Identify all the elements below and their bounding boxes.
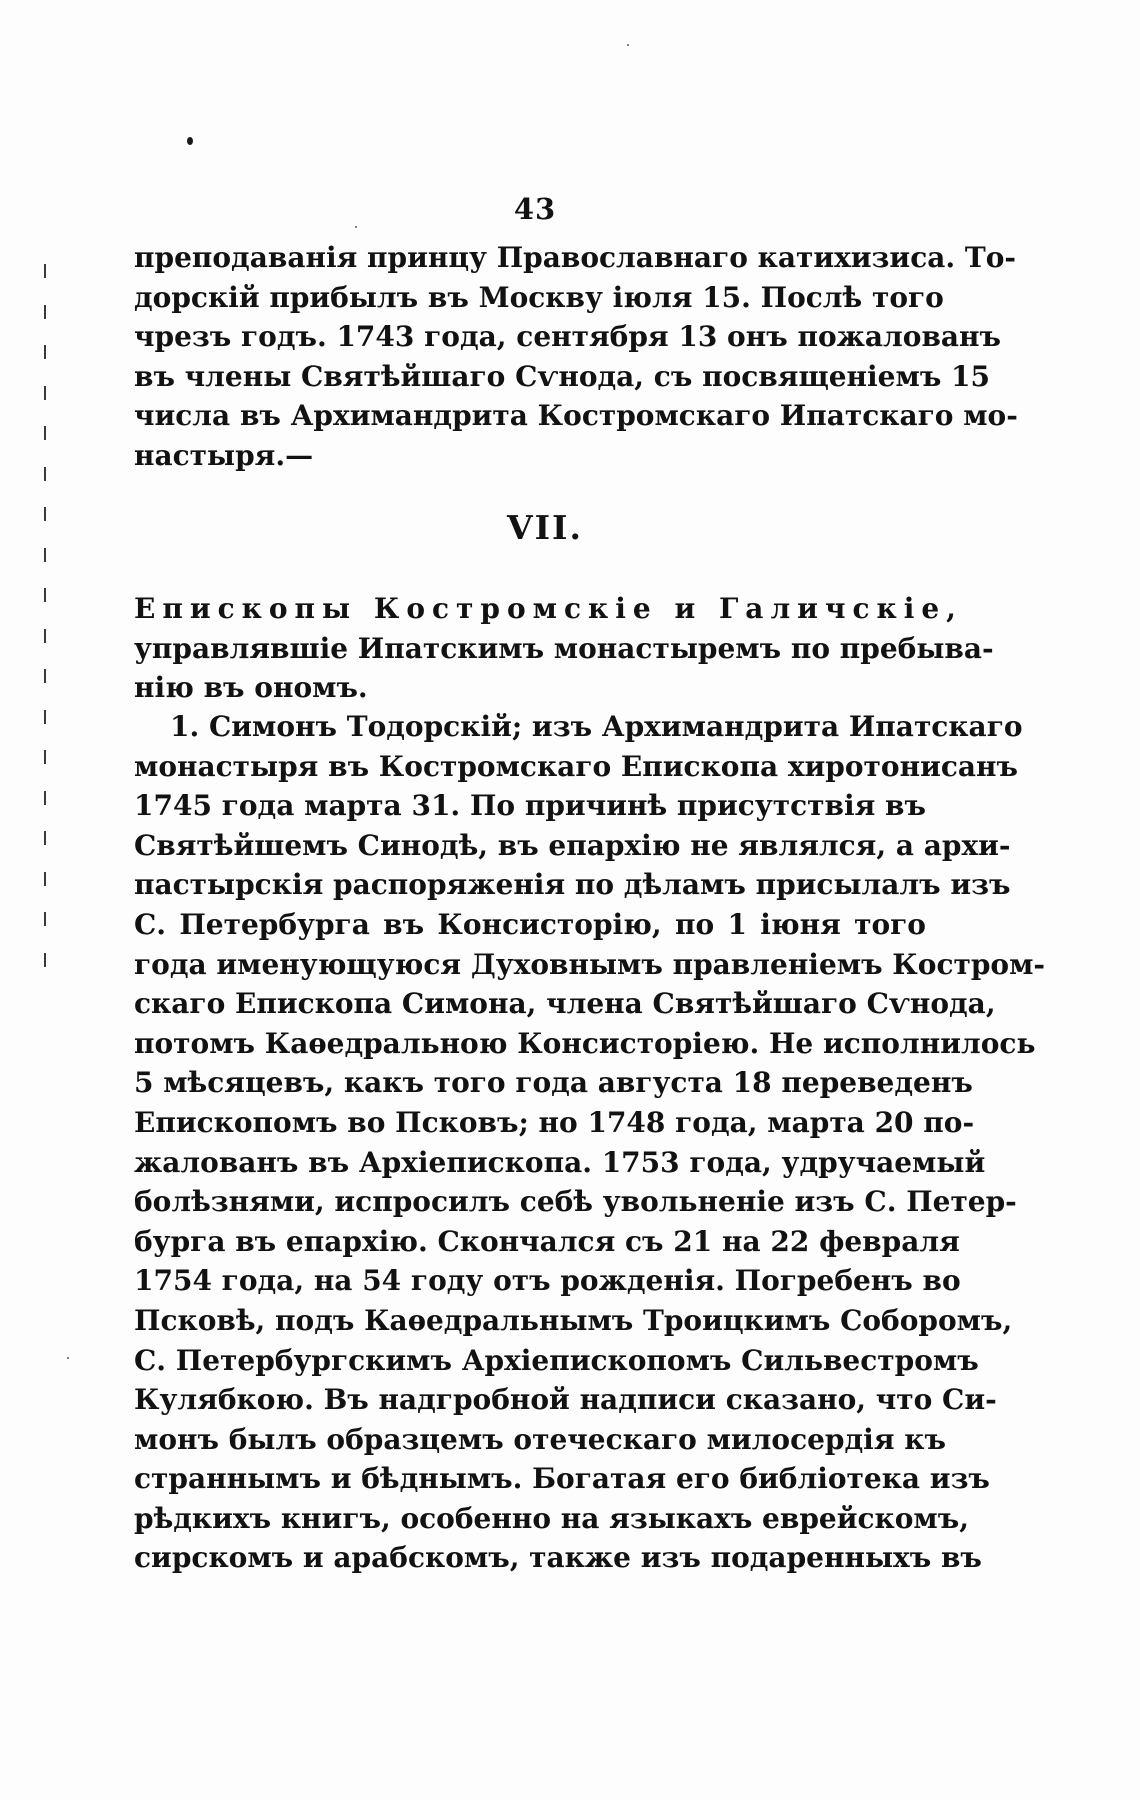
section-title-line: управлявшіе Ипатскимъ монастыремъ по пребыва- <box>134 631 994 665</box>
left-margin-bleed-marks <box>40 252 54 981</box>
text-line: Псковѣ, подъ Каѳедральнымъ Троицкимъ Соборомъ, <box>134 1303 1013 1337</box>
section-heading <box>134 589 994 708</box>
text-line: чрезъ годъ. 1743 года, сентября 13 онъ пожалованъ <box>134 320 1002 354</box>
text-line: С. Петербурга въ Консисторію, по 1 іюня того <box>134 907 926 941</box>
text-line: монастыря въ Костромскаго Епископа хиротонисанъ <box>134 749 1019 783</box>
text-line: С. Петербургскимъ Архіепископомъ Сильвестромъ <box>134 1343 979 1377</box>
text-line: сирскомъ и арабскомъ, также изъ подаренныхъ въ <box>134 1541 982 1575</box>
section-title-line: нію въ ономъ. <box>134 671 368 705</box>
chapter-heading: VII. <box>507 508 583 547</box>
text-line: дорскій прибылъ въ Москву іюля 15. Послѣ того <box>134 280 944 314</box>
ink-dot <box>187 137 193 145</box>
text-line: Святѣйшемъ Синодѣ, въ епархію не являлся, а архи- <box>134 828 1011 862</box>
page-number: 43 <box>513 192 557 226</box>
text-line: пастырскія распоряженія по дѣламъ присылалъ изъ <box>134 868 1011 902</box>
ink-speck <box>67 1357 69 1359</box>
text-line: 1754 года, на 54 году отъ рожденія. Погребенъ во <box>134 1264 961 1298</box>
text-line: въ члены Святѣйшаго Сѵнода, съ посвященіемъ 15 <box>134 359 991 393</box>
text-line: потомъ Каѳедральною Консисторіею. Не исполнилось <box>134 1026 1036 1060</box>
text-line: бурга въ епархію. Скончался съ 21 на 22 февраля <box>134 1224 960 1258</box>
text-line: настыря.— <box>134 438 314 472</box>
intro-paragraph <box>134 238 1018 476</box>
text-line: Кулябкою. Въ надгробной надписи сказано, что Си- <box>134 1383 997 1417</box>
ink-speck <box>355 226 357 228</box>
text-line: Епископомъ во Псковъ; но 1748 года, марта 20 по- <box>134 1105 975 1139</box>
text-line: преподаванія принцу Православнаго катихизиса. То- <box>134 241 1017 274</box>
text-line: 1. Симонъ Тодорскій; изъ Архимандрита Ипатскаго <box>170 710 1023 743</box>
ink-speck <box>627 44 629 46</box>
text-line: 1745 года марта 31. По причинѣ присутствія въ <box>134 789 926 823</box>
text-line: 5 мѣсяцевъ, какъ того года августа 18 переведенъ <box>134 1066 973 1100</box>
text-line: скаго Епископа Симона, члена Святѣйшаго Сѵнода, <box>134 987 996 1021</box>
text-line: жалованъ въ Архіепископа. 1753 года, удручаемый <box>134 1145 986 1179</box>
body-paragraph <box>134 707 1046 1578</box>
text-line: монъ былъ образцемъ отеческаго милосердія къ <box>134 1422 946 1456</box>
section-title-line: Епископы Костромскіе и Галичскіе, <box>134 592 963 625</box>
text-line: числа въ Архимандрита Костромскаго Ипатскаго мо- <box>134 399 1018 433</box>
text-line: рѣдкихъ книгъ, особенно на языкахъ еврейскомъ, <box>134 1501 969 1535</box>
text-line: года именующуюся Духовнымъ правленіемъ Костром- <box>134 947 1046 981</box>
text-line: болѣзнями, испросилъ себѣ увольненіе изъ С. Петер- <box>134 1185 1017 1219</box>
text-line: страннымъ и бѣднымъ. Богатая его библіотека изъ <box>134 1462 990 1496</box>
